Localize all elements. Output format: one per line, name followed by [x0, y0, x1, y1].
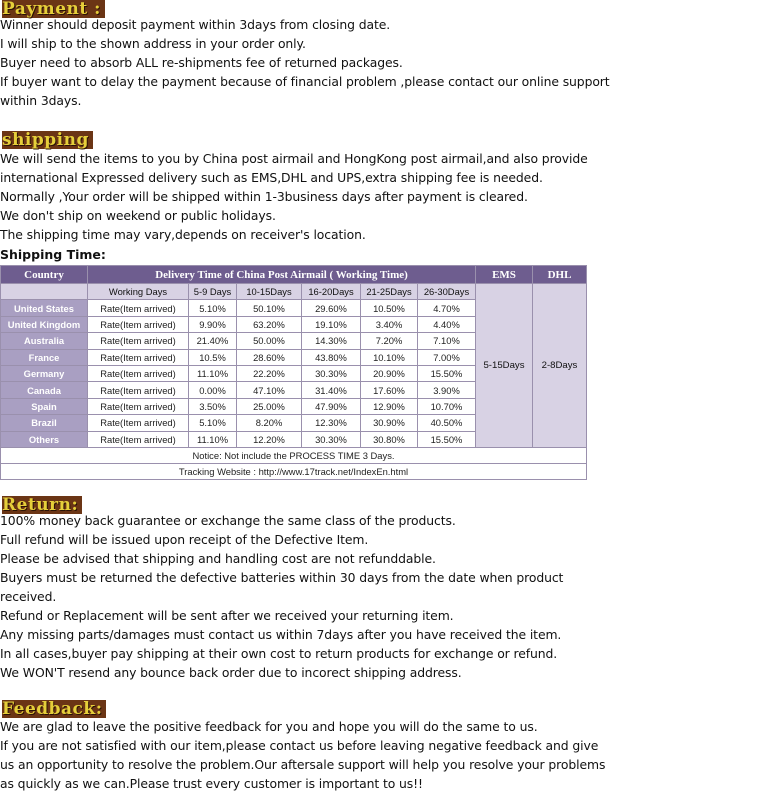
rate-cell: 10.70%	[418, 398, 476, 414]
rate-cell: 12.30%	[302, 415, 361, 431]
rate-cell: 30.30%	[302, 431, 361, 447]
rate-cell: 28.60%	[237, 349, 302, 365]
payment-line: I will ship to the shown address in your order only.	[0, 36, 306, 51]
rate-label-cell: Rate(Item arrived)	[88, 431, 189, 447]
return-line: In all cases,buyer pay shipping at their own cost to return products for exchange or refund.	[0, 646, 558, 661]
rate-label-cell: Rate(Item arrived)	[88, 316, 189, 332]
return-text	[0, 511, 563, 682]
feedback-line: us an opportunity to resolve the problem.Our aftersale support will help you resolve your problems	[0, 757, 606, 772]
col-header-delivery: Delivery Time of China Post Airmail ( Working Time)	[88, 266, 476, 284]
country-cell: Brazil	[1, 415, 88, 431]
shipping-line: We will send the items to you by China post airmail and HongKong post airmail,and also provide	[0, 151, 588, 166]
rate-cell: 5.10%	[189, 415, 237, 431]
col-header-country: Country	[1, 266, 88, 284]
rate-label-cell: Rate(Item arrived)	[88, 333, 189, 349]
return-line: Full refund will be issued upon receipt of the Defective Item.	[0, 532, 369, 547]
country-cell: Spain	[1, 398, 88, 414]
ems-delivery-time: 5-15Days	[476, 284, 533, 448]
country-cell: United States	[1, 300, 88, 316]
rate-cell: 3.40%	[361, 316, 418, 332]
rate-label-cell: Rate(Item arrived)	[88, 365, 189, 381]
rate-cell: 7.20%	[361, 333, 418, 349]
rate-cell: 5.10%	[189, 300, 237, 316]
shipping-heading: shipping	[2, 131, 93, 149]
rate-label-cell: Rate(Item arrived)	[88, 398, 189, 414]
tracking-website: Tracking Website : http://www.17track.net/IndexEn.html	[1, 463, 587, 479]
sub-header-range: 5-9 Days	[189, 284, 237, 300]
country-cell: Others	[1, 431, 88, 447]
country-cell: United Kingdom	[1, 316, 88, 332]
rate-cell: 14.30%	[302, 333, 361, 349]
shipping-line: The shipping time may vary,depends on receiver's location.	[0, 227, 366, 242]
rate-cell: 25.00%	[237, 398, 302, 414]
rate-label-cell: Rate(Item arrived)	[88, 349, 189, 365]
col-header-ems: EMS	[476, 266, 533, 284]
feedback-line: as quickly as we can.Please trust every customer is important to us!!	[0, 776, 423, 791]
rate-cell: 21.40%	[189, 333, 237, 349]
rate-cell: 19.10%	[302, 316, 361, 332]
payment-line: Winner should deposit payment within 3days from closing date.	[0, 17, 391, 32]
shipping-time-table	[0, 265, 587, 480]
shipping-line: international Expressed delivery such as EMS,DHL and UPS,extra shipping fee is needed.	[0, 170, 543, 185]
shipping-time-label: Shipping Time:	[0, 247, 106, 262]
rate-cell: 63.20%	[237, 316, 302, 332]
sub-header-range: 10-15Days	[237, 284, 302, 300]
payment-heading: Payment :	[2, 0, 105, 18]
shipping-line: We don't ship on weekend or public holidays.	[0, 208, 276, 223]
rate-cell: 4.40%	[418, 316, 476, 332]
rate-cell: 47.10%	[237, 382, 302, 398]
country-cell: France	[1, 349, 88, 365]
payment-line: within 3days.	[0, 93, 82, 108]
rate-cell: 30.30%	[302, 365, 361, 381]
rate-cell: 7.00%	[418, 349, 476, 365]
rate-label-cell: Rate(Item arrived)	[88, 382, 189, 398]
rate-cell: 11.10%	[189, 365, 237, 381]
empty-cell	[1, 284, 88, 300]
country-cell: Australia	[1, 333, 88, 349]
rate-cell: 17.60%	[361, 382, 418, 398]
rate-cell: 4.70%	[418, 300, 476, 316]
rate-cell: 20.90%	[361, 365, 418, 381]
country-cell: Germany	[1, 365, 88, 381]
rate-label-cell: Rate(Item arrived)	[88, 415, 189, 431]
sub-header-range: 16-20Days	[302, 284, 361, 300]
dhl-delivery-time: 2-8Days	[533, 284, 587, 448]
rate-cell: 12.90%	[361, 398, 418, 414]
payment-text	[0, 15, 610, 110]
rate-cell: 50.10%	[237, 300, 302, 316]
shipping-line: Normally ,Your order will be shipped within 1-3business days after payment is cleared.	[0, 189, 528, 204]
country-cell: Canada	[1, 382, 88, 398]
process-time-note: Notice: Not include the PROCESS TIME 3 Days.	[1, 447, 587, 463]
sub-header-range: 26-30Days	[418, 284, 476, 300]
return-heading: Return:	[2, 496, 82, 514]
payment-line: Buyer need to absorb ALL re-shipments fee of returned packages.	[0, 55, 403, 70]
rate-cell: 47.90%	[302, 398, 361, 414]
shipping-text	[0, 149, 588, 244]
rate-cell: 10.5%	[189, 349, 237, 365]
return-line: Buyers must be returned the defective batteries within 30 days from the date when product	[0, 570, 564, 585]
rate-cell: 11.10%	[189, 431, 237, 447]
return-line: 100% money back guarantee or exchange the same class of the products.	[0, 513, 456, 528]
sub-header-working-days: Working Days	[88, 284, 189, 300]
rate-cell: 22.20%	[237, 365, 302, 381]
rate-cell: 0.00%	[189, 382, 237, 398]
feedback-text	[0, 717, 605, 793]
sub-header-range: 21-25Days	[361, 284, 418, 300]
rate-cell: 15.50%	[418, 365, 476, 381]
rate-cell: 29.60%	[302, 300, 361, 316]
rate-cell: 10.50%	[361, 300, 418, 316]
return-line: Any missing parts/damages must contact us within 7days after you have received the item.	[0, 627, 562, 642]
feedback-heading: Feedback:	[2, 700, 106, 718]
rate-cell: 3.50%	[189, 398, 237, 414]
feedback-line: If you are not satisfied with our item,please contact us before leaving negative feedback and give	[0, 738, 599, 753]
rate-cell: 40.50%	[418, 415, 476, 431]
rate-cell: 30.80%	[361, 431, 418, 447]
rate-cell: 43.80%	[302, 349, 361, 365]
rate-cell: 12.20%	[237, 431, 302, 447]
return-line: Please be advised that shipping and handling cost are not refunddable.	[0, 551, 436, 566]
rate-cell: 50.00%	[237, 333, 302, 349]
rate-cell: 15.50%	[418, 431, 476, 447]
return-line: We WON'T resend any bounce back order due to incorect shipping address.	[0, 665, 462, 680]
rate-cell: 10.10%	[361, 349, 418, 365]
payment-line: If buyer want to delay the payment because of financial problem ,please contact our online support	[0, 74, 610, 89]
return-line: Refund or Replacement will be sent after we received your returning item.	[0, 608, 454, 623]
rate-cell: 9.90%	[189, 316, 237, 332]
col-header-dhl: DHL	[533, 266, 587, 284]
rate-cell: 7.10%	[418, 333, 476, 349]
rate-cell: 8.20%	[237, 415, 302, 431]
return-line: received.	[0, 589, 57, 604]
rate-label-cell: Rate(Item arrived)	[88, 300, 189, 316]
rate-cell: 3.90%	[418, 382, 476, 398]
feedback-line: We are glad to leave the positive feedback for you and hope you will do the same to us.	[0, 719, 538, 734]
rate-cell: 30.90%	[361, 415, 418, 431]
rate-cell: 31.40%	[302, 382, 361, 398]
